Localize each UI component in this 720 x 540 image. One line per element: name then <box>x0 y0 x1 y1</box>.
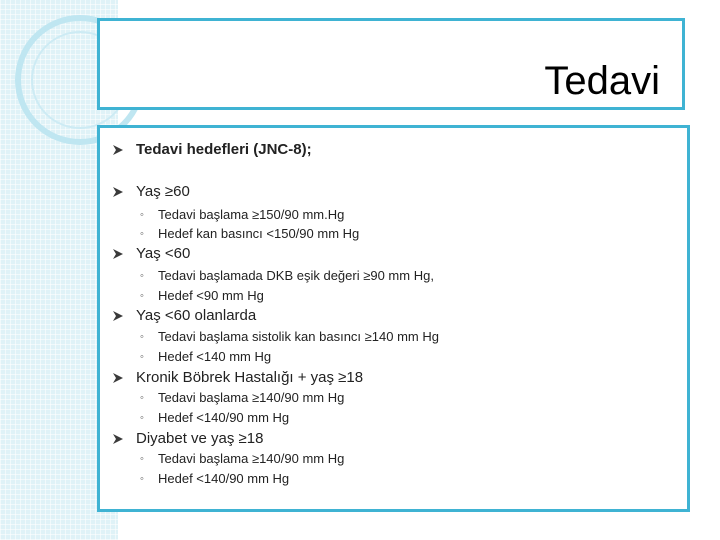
arrow-bullet-icon <box>112 372 124 384</box>
content-box <box>97 125 690 512</box>
arrow-bullet-icon <box>112 248 124 260</box>
circle-bullet-icon: ◦ <box>140 412 144 424</box>
sub-list-item: Tedavi başlama ≥150/90 mm.Hg <box>158 207 345 222</box>
arrow-bullet-icon <box>112 433 124 445</box>
sub-list-item: Hedef <140 mm Hg <box>158 349 272 364</box>
circle-bullet-icon: ◦ <box>140 290 144 302</box>
list-item: Kronik Böbrek Hastalığı + yaş ≥18 <box>136 369 364 386</box>
sub-list-item: Hedef <140/90 mm Hg <box>158 410 290 425</box>
sub-list-item: Hedef kan basıncı <150/90 mm Hg <box>158 226 360 241</box>
circle-bullet-icon: ◦ <box>140 473 144 485</box>
arrow-bullet-icon <box>112 310 124 322</box>
circle-bullet-icon: ◦ <box>140 228 144 240</box>
list-item: Yaş <60 olanlarda <box>136 307 257 324</box>
sub-list-item: Tedavi başlamada DKB eşik değeri ≥90 mm Hg, <box>158 268 434 283</box>
title-box <box>97 18 685 110</box>
arrow-bullet-icon <box>112 144 124 156</box>
sub-list-item: Tedavi başlama ≥140/90 mm Hg <box>158 451 345 466</box>
list-item: Yaş ≥60 <box>136 183 190 200</box>
circle-bullet-icon: ◦ <box>140 209 144 221</box>
sub-list-item: Hedef <140/90 mm Hg <box>158 471 290 486</box>
circle-bullet-icon: ◦ <box>140 453 144 465</box>
sub-list-item: Tedavi başlama sistolik kan basıncı ≥140 mm Hg <box>158 329 439 344</box>
circle-bullet-icon: ◦ <box>140 351 144 363</box>
list-item: Diyabet ve yaş ≥18 <box>136 430 264 447</box>
sub-list-item: Tedavi başlama ≥140/90 mm Hg <box>158 390 345 405</box>
list-item: Tedavi hedefleri (JNC-8); <box>136 141 312 158</box>
slide-title: Tedavi <box>544 59 660 103</box>
circle-bullet-icon: ◦ <box>140 331 144 343</box>
circle-bullet-icon: ◦ <box>140 270 144 282</box>
arrow-bullet-icon <box>112 186 124 198</box>
list-item: Yaş <60 <box>136 245 191 262</box>
sub-list-item: Hedef <90 mm Hg <box>158 288 264 303</box>
circle-bullet-icon: ◦ <box>140 392 144 404</box>
